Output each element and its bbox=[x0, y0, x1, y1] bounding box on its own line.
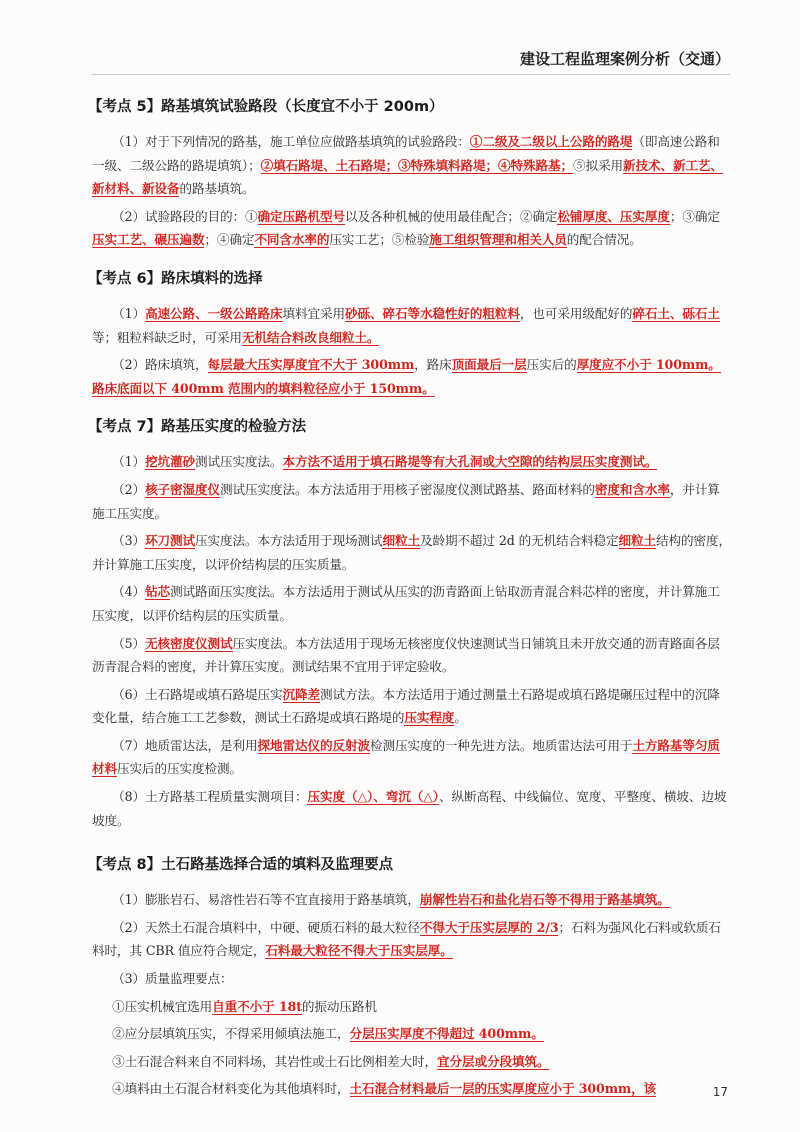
highlighted-text: 探地雷达仪的反射波 bbox=[257, 737, 370, 753]
highlighted-text: 碎石土、砾石土 bbox=[632, 305, 720, 321]
highlighted-text: 松铺厚度、压实厚度 bbox=[557, 208, 670, 224]
highlighted-text: 自重不小于 18t bbox=[212, 998, 302, 1014]
paragraph bbox=[92, 529, 732, 576]
body-text: 压实度法。本方法适用于现场无核密度仪快速测试当日铺筑且未开放交通的沥青路面各层沥青混合料的密度，并计算压实度。测试结果不宜用于评定验收。 bbox=[92, 635, 720, 675]
section-gap bbox=[92, 836, 732, 854]
highlighted-text: 细粒土 bbox=[382, 533, 420, 549]
body-text: （6）土石路堤或填石路堤压实 bbox=[112, 686, 283, 702]
body-text: 的配合情况。 bbox=[566, 232, 642, 248]
highlighted-text: 高速公路、一级公路路床 bbox=[145, 305, 283, 321]
body-text: ②应分层填筑压实，不得采用倾填法施工， bbox=[112, 1026, 350, 1042]
body-text: 测试方法。本方法适用于通过测量土石路堤或填石路堤碾压过程中的沉降变化量，结合施工工艺参数，测试土石路堤或填石路堤的 bbox=[92, 686, 720, 726]
paragraph bbox=[92, 1077, 732, 1101]
paragraph bbox=[92, 130, 732, 201]
body-text: 以及各种机械的使用最佳配合；②确定 bbox=[344, 208, 558, 224]
body-text: （1）膨胀岩石、易溶性岩石等不宜直接用于路基填筑， bbox=[112, 892, 420, 908]
body-text: 测试路面压实度法。本方法适用于测试从压实的沥青路面上钻取沥青混合料芯样的密度，并计算施工压实度，以评价结构层的压实质量。 bbox=[92, 584, 720, 623]
page-number: 17 bbox=[712, 1085, 728, 1099]
highlighted-text: 分层压实厚度不得超过 400mm。 bbox=[349, 1026, 544, 1042]
highlighted-text: 压实度（△）、弯沉（△） bbox=[307, 789, 439, 805]
body-text: （即高速公路和一级、二级公路的路堤填筑）； bbox=[92, 134, 720, 173]
body-text: 。 bbox=[454, 710, 467, 726]
body-text: ；③确定 bbox=[669, 208, 720, 224]
body-text: 填料宜采用 bbox=[282, 305, 345, 321]
body-text: 压实后的压实度检测。 bbox=[117, 761, 242, 777]
body-text: ⑤拟采用 bbox=[572, 157, 623, 173]
body-text: （1） bbox=[112, 454, 146, 470]
highlighted-text: 挖坑灌砂 bbox=[145, 454, 196, 470]
paragraph bbox=[92, 916, 732, 963]
body-text: （8）土方路基工程质量实测项目： bbox=[112, 789, 308, 805]
highlighted-text: 顶面最后一层 bbox=[451, 357, 527, 373]
body-text: 检测压实度的一种先进方法。地质雷达法可用于 bbox=[369, 737, 633, 753]
body-text: ③土石混合料来自不同料场，其岩性或土石比例相差大时， bbox=[112, 1053, 437, 1069]
body-text: ，路床 bbox=[414, 357, 452, 373]
paragraph bbox=[92, 302, 732, 349]
body-text: （4） bbox=[112, 584, 146, 600]
highlighted-text: 砂砾、碎石等水稳性好的粗粒料 bbox=[344, 305, 520, 321]
highlighted-text: 崩解性岩石和盐化岩石等不得用于路基填筑。 bbox=[419, 892, 670, 908]
paragraph bbox=[92, 632, 732, 679]
body-text: （7）地质雷达法，是利用 bbox=[112, 737, 258, 753]
highlighted-text: 密度和含水率 bbox=[594, 481, 670, 497]
body-text: 结构的密度，并计算施工压实度，以评价结构层的压实质量。 bbox=[92, 533, 731, 572]
section-title: 【考点 5】路基填筑试验路段（长度宜不小于 200m） bbox=[88, 99, 444, 115]
body-text: 的路基填筑。 bbox=[179, 181, 255, 197]
body-text: （1） bbox=[112, 305, 146, 321]
highlighted-text: 土石混合材料最后一层的压实厚度应小于 300mm，该 bbox=[349, 1081, 657, 1097]
body-text: （3） bbox=[112, 533, 146, 549]
paragraph bbox=[92, 205, 732, 252]
paragraph bbox=[92, 1050, 732, 1074]
highlighted-text: 土方路基等匀质材料 bbox=[92, 737, 720, 777]
paragraph bbox=[92, 734, 732, 781]
body-text: ；石料为强风化石料或软质石料时，其 CBR 值应符合规定， bbox=[92, 919, 721, 959]
body-text: 测试压实度法。本方法适用于用核子密湿度仪测试路基、路面材料的 bbox=[220, 481, 595, 497]
paragraph bbox=[92, 967, 732, 991]
body-text: 的振动压路机 bbox=[301, 998, 377, 1014]
body-text: （2）路床填筑， bbox=[112, 357, 208, 373]
highlighted-text: 石料最大粒径不得大于压实层厚。 bbox=[265, 943, 453, 959]
paragraph bbox=[92, 995, 732, 1019]
highlighted-text: 宜分层或分段填筑。 bbox=[437, 1053, 550, 1069]
highlighted-text: 钻芯 bbox=[145, 584, 171, 600]
highlighted-text: 无机结合料改良细粒土。 bbox=[241, 329, 380, 345]
paragraph bbox=[92, 888, 732, 912]
body-text: （2） bbox=[112, 481, 146, 497]
highlighted-text: 压实工艺、碾压遍数 bbox=[92, 232, 205, 248]
highlighted-text: 不得大于压实层厚的 2/3 bbox=[419, 919, 559, 935]
highlighted-text: 本方法不适用于填石路堤等有大孔洞或大空隙的结构层压实度测试。 bbox=[282, 454, 658, 470]
paragraph bbox=[92, 353, 732, 400]
header-rule bbox=[92, 74, 730, 75]
body-text: ①压实机械宜选用 bbox=[112, 998, 213, 1014]
section-title: 【考点 8】土石路基选择合适的填料及监理要点 bbox=[88, 857, 394, 874]
highlighted-text: 环刀测试 bbox=[145, 533, 196, 549]
highlighted-text: 细粒土 bbox=[618, 533, 657, 549]
body-text: ④填料由土石混合材料变化为其他填料时， bbox=[112, 1081, 350, 1097]
paragraph bbox=[92, 785, 732, 832]
highlighted-text: 不同含水率的 bbox=[254, 232, 330, 248]
paragraph bbox=[92, 683, 732, 730]
highlighted-text: 厚度应不小于 100mm。路床底面以下 400mm 范围内的填料粒径应小于 150mm。 bbox=[92, 357, 721, 396]
body-text: （5） bbox=[112, 635, 146, 651]
highlighted-text: 新技术、新工艺、新材料、新设备 bbox=[92, 157, 723, 197]
section-gap bbox=[92, 404, 732, 416]
body-text: （2）天然土石混合填料中，中硬、硬质石料的最大粒径 bbox=[112, 919, 420, 935]
paragraph bbox=[92, 580, 732, 627]
body-text: ，并计算施工压实度。 bbox=[92, 481, 720, 521]
body-text: （3）质量监理要点： bbox=[112, 971, 233, 987]
paragraph bbox=[92, 478, 732, 525]
body-text: ；④确定 bbox=[204, 232, 255, 248]
body-text: 、纵断高程、中线偏位、宽度、平整度、横坡、边坡坡度。 bbox=[92, 789, 727, 828]
paragraph bbox=[92, 1022, 732, 1046]
body-text: （1）对于下列情况的路基，施工单位应做路基填筑的试验路段： bbox=[112, 134, 470, 149]
highlighted-text: 确定压路机型号 bbox=[257, 208, 345, 224]
highlighted-text: 无核密度仪测试 bbox=[145, 635, 233, 651]
highlighted-text: 核子密湿度仪 bbox=[145, 481, 221, 497]
highlighted-text: 压实程度 bbox=[404, 710, 455, 726]
highlighted-text: ②填石路堤、土石路堤；③特殊填料路堤；④特殊路基； bbox=[260, 157, 573, 173]
highlighted-text: 施工组织管理和相关人员 bbox=[429, 232, 567, 248]
body-text: 测试压实度法。 bbox=[195, 454, 283, 470]
section-title: 【考点 6】路床填料的选择 bbox=[88, 270, 263, 287]
paragraph bbox=[92, 450, 732, 474]
highlighted-text: 每层最大压实厚度宜不大于 300mm bbox=[207, 357, 415, 373]
running-header: 建设工程监理案例分析（交通） bbox=[519, 50, 730, 68]
highlighted-text: 沉降差 bbox=[282, 686, 320, 702]
body-text: ，也可采用级配好的 bbox=[519, 305, 633, 321]
section-gap bbox=[92, 256, 732, 268]
section-title: 【考点 7】路基压实度的检验方法 bbox=[88, 419, 307, 436]
body-text: 压实度法。本方法适用于现场测试 bbox=[195, 533, 383, 549]
highlighted-text: ①二级及二级以上公路的路堤 bbox=[469, 134, 633, 149]
body-text: 等；粗粒料缺乏时，可采用 bbox=[92, 329, 242, 345]
body-text: （2）试验路段的目的：① bbox=[112, 208, 258, 224]
body-text: 压实后的 bbox=[526, 357, 577, 373]
body-text: 压实工艺；⑤检验 bbox=[329, 232, 430, 248]
page-content bbox=[88, 96, 732, 1105]
body-text: 及龄期不超过 2d 的无机结合料稳定 bbox=[419, 533, 619, 549]
